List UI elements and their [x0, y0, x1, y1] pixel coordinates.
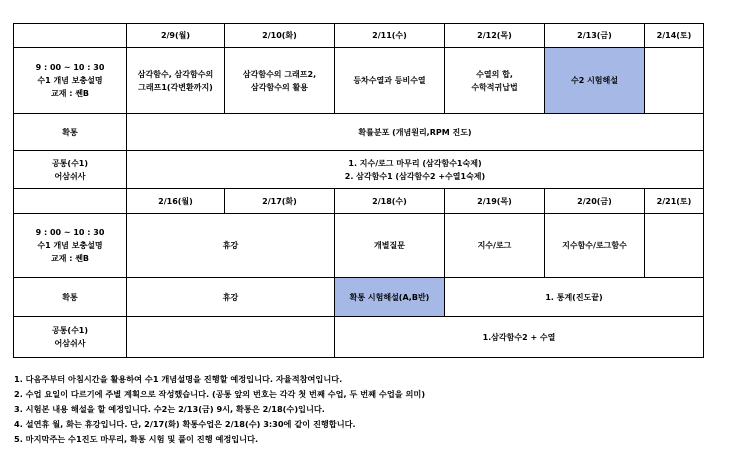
session-cell-exam: 수2 시험해설: [545, 48, 645, 114]
session-desc: 수1 개념 보충설명: [37, 76, 103, 85]
session-book: 교재 : 쎈B: [50, 89, 90, 98]
week2-header-row: [14, 189, 704, 214]
notes-list: [14, 372, 734, 447]
session-desc: 수1 개념 보충설명: [37, 241, 103, 250]
cell-line: 수학적귀납법: [471, 82, 518, 92]
session-cell: 개별질문: [335, 214, 445, 278]
session-cell: [645, 48, 704, 114]
stats-holiday: 휴강: [127, 278, 335, 317]
day-header: 2/13(금): [545, 24, 645, 48]
day-header: 2/21(토): [645, 189, 704, 214]
session-cell: 등차수열과 등비수열: [335, 48, 445, 114]
session-holiday: 휴강: [127, 214, 335, 278]
label-line: 어삼쉬사: [54, 171, 86, 181]
corner-cell: [14, 24, 127, 48]
day-header: 2/9(월): [127, 24, 225, 48]
day-header: 2/12(목): [445, 24, 545, 48]
session-time: 9 : 00 ~ 10 : 30: [35, 63, 105, 72]
common-empty: [127, 317, 335, 358]
week2-session-row: [14, 214, 704, 278]
cell-line: 삼각함수의 활용: [251, 82, 308, 92]
week1-common-row: [14, 151, 704, 189]
note-item: 4. 설연휴 월, 화는 휴강입니다. 단, 2/17(화) 확통수업은 2/18(수) 3:30에 같이 진행합니다.: [14, 419, 356, 429]
week2-common-row: [14, 317, 704, 358]
cell-line: 수열의 합,: [476, 69, 513, 79]
day-header: 2/18(수): [335, 189, 445, 214]
cell-line: 그래프1(각변환까지): [138, 82, 213, 92]
session-cell: [127, 48, 225, 114]
common-cell: 1.삼각함수2 + 수열: [335, 317, 704, 358]
cell-line: 삼각함수, 삼각함수의: [137, 69, 214, 79]
session-cell: [645, 214, 704, 278]
day-header: 2/20(금): [545, 189, 645, 214]
label-line: 공통(수1): [51, 158, 89, 168]
cell-line: 1. 지수/로그 마무리 (삼각함수1숙제): [348, 158, 482, 168]
week2-stats-row: [14, 278, 704, 317]
week1-stats-row: [14, 114, 704, 151]
day-header: 2/14(토): [645, 24, 704, 48]
session-cell: 지수함수/로그함수: [545, 214, 645, 278]
label-line: 어삼쉬사: [54, 339, 86, 348]
week1-session-row: [14, 48, 704, 114]
label-line: 공통(수1): [51, 326, 89, 335]
day-header: 2/19(목): [445, 189, 545, 214]
session-label: [14, 48, 127, 114]
day-header: 2/16(월): [127, 189, 225, 214]
stats-label: 확통: [14, 114, 127, 151]
note-item: 2. 수업 요일이 다르기에 주별 계획으로 작성했습니다. (공통 앞의 번호는 각각 첫 번째 수업, 두 번째 수업을 의미): [14, 389, 426, 399]
session-book: 교재 : 쎈B: [50, 254, 90, 263]
common-label: [14, 317, 127, 358]
day-header: 2/10(화): [225, 24, 335, 48]
corner-cell: [14, 189, 127, 214]
day-header: 2/11(수): [335, 24, 445, 48]
note-item: 1. 다음주부터 아침시간을 활용하여 수1 개념설명을 진행할 예정입니다. 자율적참여입니다.: [14, 374, 343, 384]
week1-header-row: [14, 24, 704, 48]
cell-line: 2. 삼각함수1 (삼각함수2 +수열1숙제): [344, 171, 486, 181]
session-time: 9 : 00 ~ 10 : 30: [35, 228, 105, 237]
note-item: 5. 마지막주는 수1진도 마무리, 확통 시험 및 풀이 진행 예정입니다.: [14, 434, 259, 444]
schedule-table: [13, 23, 704, 358]
stats-label: 확통: [14, 278, 127, 317]
session-cell: [445, 48, 545, 114]
note-item: 3. 시험본 내용 해설을 할 예정입니다. 수2는 2/13(금) 9시, 확통은 2/18(수)입니다.: [14, 404, 325, 414]
stats-exam-cell: 확통 시험해설(A,B반): [335, 278, 445, 317]
stats-cell: 1. 통계(진도끝): [445, 278, 704, 317]
session-label: [14, 214, 127, 278]
session-cell: [225, 48, 335, 114]
day-header: 2/17(화): [225, 189, 335, 214]
common-cell: [127, 151, 704, 189]
session-cell: 지수/로그: [445, 214, 545, 278]
common-label: [14, 151, 127, 189]
stats-cell: 확률분포 (개념원리,RPM 진도): [127, 114, 704, 151]
cell-line: 삼각함수의 그래프2,: [242, 69, 317, 79]
